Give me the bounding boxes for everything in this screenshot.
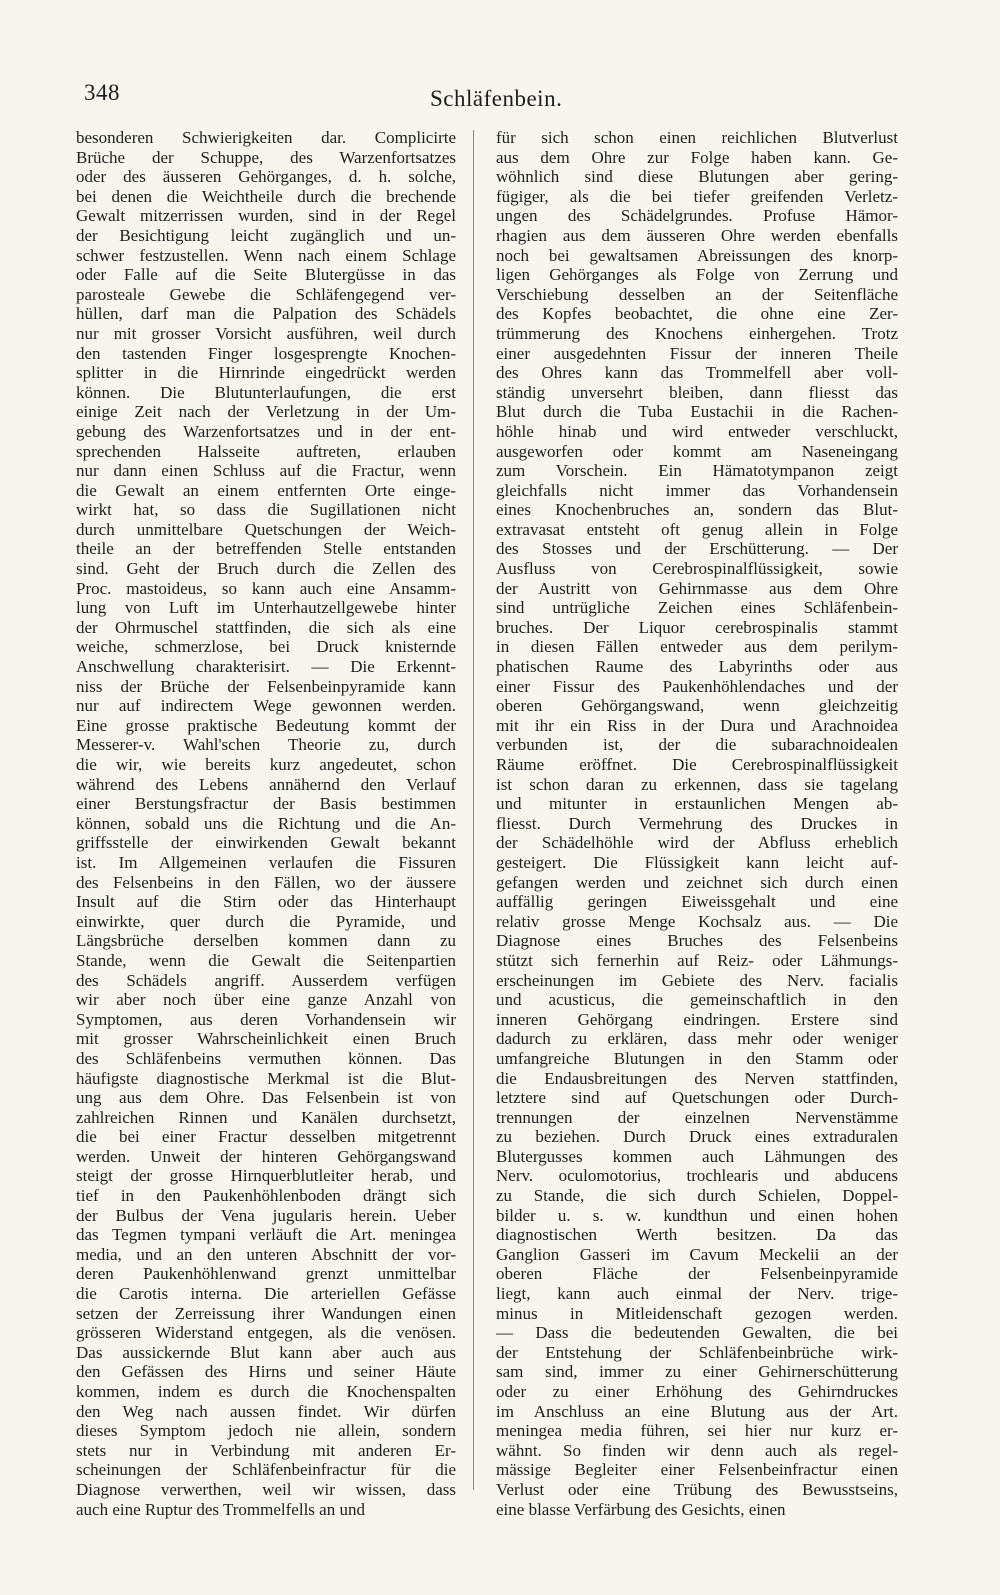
text-line: oberen Gehörgangswand, wenn gleichzeitig	[496, 696, 898, 716]
text-line: — Dass die bedeutenden Gewalten, die bei	[496, 1323, 898, 1343]
text-line: griffsstelle der einwirkenden Gewalt bekannt	[76, 833, 456, 853]
text-line: während des Lebens annähernd den Verlauf	[76, 774, 456, 794]
text-line: besonderen Schwierigkeiten dar. Complicirte	[76, 128, 456, 147]
text-line: Diagnose eines Bruches des Felsenbeins	[496, 931, 898, 951]
text-line: der Austritt von Gehirnmasse aus dem Ohre	[496, 578, 898, 598]
text-line: bruches. Der Liquor cerebrospinalis stammt	[496, 617, 898, 637]
text-line: und mitunter in erstaunlichen Mengen ab-	[496, 794, 898, 814]
text-line: die Endausbreitungen des Nerven stattfinden,	[496, 1068, 898, 1088]
text-line: rhagien aus dem äusseren Ohre werden ebenfalls	[496, 225, 898, 245]
text-line: nur auf indirectem Wege gewonnen werden.	[76, 696, 456, 716]
text-line: sind untrügliche Zeichen eines Schläfenbein-	[496, 598, 898, 618]
text-line: bilder u. s. w. kundthun und einen hohen	[496, 1205, 898, 1225]
text-line: oder des äusseren Gehörganges, d. h. solche,	[76, 167, 456, 187]
text-line: Eine grosse praktische Bedeutung kommt der	[76, 715, 456, 735]
text-line: phatischen Raume des Labyrinths oder aus	[496, 657, 898, 677]
text-line: trümmerung des Knochens einhergehen. Trotz	[496, 323, 898, 343]
text-line: dadurch zu erklären, dass mehr oder weniger	[496, 1029, 898, 1049]
text-line: letztere sind auf Quetschungen oder Durch-	[496, 1088, 898, 1108]
text-line: eine blasse Verfärbung des Gesichts, einen	[496, 1499, 786, 1519]
text-line: meningea media führen, sei hier nur kurz er-	[496, 1421, 898, 1441]
text-line: stützt sich fernerhin auf Reiz- oder Lähmungs-	[496, 950, 898, 970]
text-line: die Carotis interna. Die arteriellen Gefässe	[76, 1284, 456, 1304]
text-line: durch unmittelbare Quetschungen der Weich-	[76, 519, 456, 539]
text-line: auffällig geringen Eiweissgehalt und eine	[496, 892, 898, 912]
text-line: der Schädelhöhle wird der Abfluss erheblich	[496, 833, 898, 853]
text-line: die Gewalt an einem entfernten Orte einge-	[76, 480, 456, 500]
text-line: Räume eröffnet. Die Cerebrospinalflüssigkeit	[496, 755, 898, 774]
text-line: wirkt hat, so dass die Sugillationen nicht	[76, 500, 456, 520]
text-line: der Bulbus der Vena jugularis herein. Ueber	[76, 1205, 456, 1225]
text-line: gefangen werden und zeichnet sich durch einen	[496, 872, 898, 892]
text-line: extravasat entsteht oft genug allein in Folge	[496, 519, 898, 539]
text-line: Längsbrüche derselben kommen dann zu	[76, 931, 456, 951]
text-line: auch eine Ruptur des Trommelfells an und	[76, 1499, 365, 1519]
text-line: höhle hinab und wird entweder verschluckt,	[496, 421, 898, 441]
text-line: einer Berstungsfractur der Basis bestimmen	[76, 794, 456, 814]
text-line: noch bei gewaltsamen Abreissungen des knorp-	[496, 245, 898, 265]
text-line: minus in Mitleidenschaft gezogen werden.	[496, 1303, 898, 1323]
text-line: ist schon daran zu erkennen, dass sie tagelang	[496, 774, 898, 794]
text-line: trennungen der einzelnen Nervenstämme	[496, 1107, 898, 1127]
page-header	[0, 78, 1000, 118]
text-line: niss der Brüche der Felsenbeinpyramide kann	[76, 676, 456, 696]
text-line: des Schläfenbeins vermuthen können. Das	[76, 1048, 456, 1068]
text-line: der Besichtigung leicht zugänglich und un-	[76, 225, 456, 245]
text-line: des Schädels angriff. Ausserdem verfügen	[76, 970, 456, 990]
text-line: stets nur in Verbindung mit anderen Er-	[76, 1440, 456, 1460]
text-line: zu Stande, die sich durch Schielen, Doppel-	[496, 1186, 898, 1206]
text-line: aus dem Ohre zur Folge haben kann. Ge-	[496, 147, 898, 167]
text-line: Verschiebung desselben an der Seitenfläche	[496, 284, 898, 304]
text-line: einer ausgedehnten Fissur der inneren Theile	[496, 343, 898, 363]
text-line: in diesen Fällen entweder aus dem perilym-	[496, 637, 898, 657]
text-line: ligen Gehörganges als Folge von Zerrung und	[496, 265, 898, 285]
text-line: Ausfluss von Cerebrospinalflüssigkeit, sowie	[496, 559, 898, 579]
text-line: häufigste diagnostische Merkmal ist die Blut-	[76, 1068, 456, 1088]
column-divider	[473, 130, 474, 1490]
text-line: einige Zeit nach der Verletzung in der Um-	[76, 402, 456, 422]
text-line: fügiger, als die bei tiefer greifenden Verletz-	[496, 186, 898, 206]
text-line: der Ohrmuschel stattfinden, die sich als eine	[76, 617, 456, 637]
text-line: oder Falle auf die Seite Blutergüsse in das	[76, 265, 456, 285]
text-line: dieses Symptom jedoch nie allein, sondern	[76, 1421, 456, 1441]
text-line: den Weg nach aussen findet. Wir dürfen	[76, 1401, 456, 1421]
text-line: Diagnose verwerthen, weil wir wissen, dass	[76, 1479, 456, 1499]
text-line: das Tegmen tympani verläuft die Art. meningea	[76, 1225, 456, 1245]
text-line: Ganglion Gasseri im Cavum Meckelii an der	[496, 1244, 898, 1264]
text-line: ist. Im Allgemeinen verlaufen die Fissuren	[76, 852, 456, 872]
text-line: umfangreiche Blutungen in den Stamm oder	[496, 1048, 898, 1068]
text-line: Symptomen, aus deren Vorhandensein wir	[76, 1009, 456, 1029]
text-line: theile an der betreffenden Stelle entstanden	[76, 539, 456, 559]
text-line: liegt, kann auch einmal der Nerv. trige-	[496, 1284, 898, 1304]
text-line: Messerer-v. Wahl'schen Theorie zu, durch	[76, 735, 456, 755]
text-line: parosteale Gewebe die Schläfengegend ver-	[76, 284, 456, 304]
text-line: die wir, wie bereits kurz angedeutet, schon	[76, 755, 456, 774]
text-line: relativ grosse Menge Kochsalz aus. — Die	[496, 911, 898, 931]
running-title: Schläfenbein.	[430, 86, 563, 111]
text-line: zu beziehen. Durch Druck eines extraduralen	[496, 1127, 898, 1147]
text-line: lung von Luft im Unterhautzellgewebe hinter	[76, 598, 456, 618]
text-line: scheinungen der Schläfenbeinfractur für die	[76, 1460, 456, 1480]
text-line: und acusticus, die gemeinschaftlich in den	[496, 990, 898, 1010]
text-line: media, und an den unteren Abschnitt der vor-	[76, 1244, 456, 1264]
text-line: des Kopfes beobachtet, die ohne eine Zer-	[496, 304, 898, 324]
text-line: diagnostischen Werth besitzen. Da das	[496, 1225, 898, 1245]
text-line: zum Vorschein. Ein Hämatotympanon zeigt	[496, 461, 898, 481]
text-line: schwer festzustellen. Wenn nach einem Schlage	[76, 245, 456, 265]
text-line: den tastenden Finger losgesprengte Knochen-	[76, 343, 456, 363]
text-line: oder zu einer Erhöhung des Gehirndruckes	[496, 1382, 898, 1401]
text-line: im Anschluss an eine Blutung aus der Art.	[496, 1401, 898, 1421]
text-line: Nerv. oculomotorius, trochlearis und abducens	[496, 1166, 898, 1186]
text-line: weiche, schmerzlose, bei Druck knisternde	[76, 637, 456, 657]
text-line: Blut durch die Tuba Eustachii in die Rachen-	[496, 402, 898, 422]
text-line: ungen des Schädelgrundes. Profuse Hämor-	[496, 206, 898, 226]
text-line: hüllen, darf man die Palpation des Schädels	[76, 304, 456, 324]
text-line: des Ohres kann das Trommelfell aber voll-	[496, 363, 898, 383]
text-line: eines Knochenbruches an, sondern das Blut-	[496, 500, 898, 520]
text-line: Insult auf die Stirn oder das Hinterhaupt	[76, 892, 456, 912]
text-line: gesteigert. Die Flüssigkeit kann leicht auf-	[496, 852, 898, 872]
text-line: steigt der grosse Hirnquerblutleiter herab, und	[76, 1166, 456, 1186]
text-line: zahlreichen Rinnen und Kanälen durchsetzt,	[76, 1107, 456, 1127]
text-line: gleichfalls nicht immer das Vorhandensein	[496, 480, 898, 500]
text-line: splitter in die Hirnrinde eingedrückt werden	[76, 363, 456, 383]
text-line: mässige Begleiter einer Felsenbeinfractur einen	[496, 1460, 898, 1480]
text-line: die bei einer Fractur desselben mitgetrennt	[76, 1127, 456, 1147]
text-line: ausgeworfen oder kommt am Naseneingang	[496, 441, 898, 461]
page-number: 348	[84, 80, 120, 105]
text-line: wähnt. So finden wir denn auch als regel-	[496, 1440, 898, 1460]
text-line: sind. Geht der Bruch durch die Zellen des	[76, 559, 456, 579]
text-line: inneren Gehörgang eindringen. Erstere sind	[496, 1009, 898, 1029]
text-line: Verlust oder eine Trübung des Bewusstseins,	[496, 1479, 898, 1499]
text-line: Blutergusses kommen auch Lähmungen des	[496, 1146, 898, 1166]
text-line: setzen der Zerreissung ihrer Wandungen einen	[76, 1303, 456, 1323]
text-line: kommen, indem es durch die Knochenspalten	[76, 1382, 456, 1401]
text-line: wöhnlich sind diese Blutungen aber gering-	[496, 167, 898, 187]
text-line: verbunden ist, der die subarachnoidealen	[496, 735, 898, 755]
text-line: oberen Fläche der Felsenbeinpyramide	[496, 1264, 898, 1284]
text-line: des Stosses und der Erschütterung. — Der	[496, 539, 898, 559]
text-line: Stande, wenn die Gewalt die Seitenpartien	[76, 950, 456, 970]
text-line: des Felsenbeins in den Fällen, wo der äussere	[76, 872, 456, 892]
text-line: werden. Unweit der hinteren Gehörgangswand	[76, 1146, 456, 1166]
text-line: tief in den Paukenhöhlenboden drängt sich	[76, 1186, 456, 1206]
text-line: gebung des Warzenfortsatzes und in der ent-	[76, 421, 456, 441]
text-line: können. Die Blutunterlaufungen, die erst	[76, 382, 456, 402]
text-line: mit ihr ein Riss in der Dura und Arachnoidea	[496, 715, 898, 735]
text-line: fliesst. Durch Vermehrung des Druckes in	[496, 813, 898, 833]
text-line: sprechenden Halsseite auftreten, erlauben	[76, 441, 456, 461]
text-line: sam sind, immer zu einer Gehirnerschütterung	[496, 1362, 898, 1382]
text-line: ständig unversehrt bleiben, dann fliesst das	[496, 382, 898, 402]
text-line: Das aussickernde Blut kann aber auch aus	[76, 1342, 456, 1362]
text-line: nur dann einen Schluss auf die Fractur, wenn	[76, 461, 456, 481]
text-line: wir aber noch über eine ganze Anzahl von	[76, 990, 456, 1010]
text-line: Brüche der Schuppe, des Warzenfortsatzes	[76, 147, 456, 167]
text-line: Proc. mastoideus, so kann auch eine Ansamm-	[76, 578, 456, 598]
text-line: einer Fissur des Paukenhöhlendaches und der	[496, 676, 898, 696]
text-line: erscheinungen im Gebiete des Nerv. facialis	[496, 970, 898, 990]
text-line: den Gefässen des Hirns und seiner Häute	[76, 1362, 456, 1382]
right-text-column	[496, 128, 898, 1519]
text-line: Gewalt mitzerrissen wurden, sind in der Regel	[76, 206, 456, 226]
left-text-column	[76, 128, 456, 1519]
text-line: ung aus dem Ohre. Das Felsenbein ist von	[76, 1088, 456, 1108]
text-line: der Entstehung der Schläfenbeinbrüche wirk-	[496, 1342, 898, 1362]
text-line: Anschwellung charakterisirt. — Die Erkennt-	[76, 657, 456, 677]
text-line: bei denen die Weichtheile durch die brechende	[76, 186, 456, 206]
text-line: grösseren Widerstand entgegen, als die venösen.	[76, 1323, 456, 1343]
text-line: können, sobald uns die Richtung und die An-	[76, 813, 456, 833]
text-line: mit grosser Wahrscheinlichkeit einen Bruch	[76, 1029, 456, 1049]
text-line: nur mit grosser Vorsicht ausführen, weil durch	[76, 323, 456, 343]
text-line: für sich schon einen reichlichen Blutverlust	[496, 128, 898, 147]
text-line: einwirkte, quer durch die Pyramide, und	[76, 911, 456, 931]
text-line: deren Paukenhöhlenwand grenzt unmittelbar	[76, 1264, 456, 1284]
